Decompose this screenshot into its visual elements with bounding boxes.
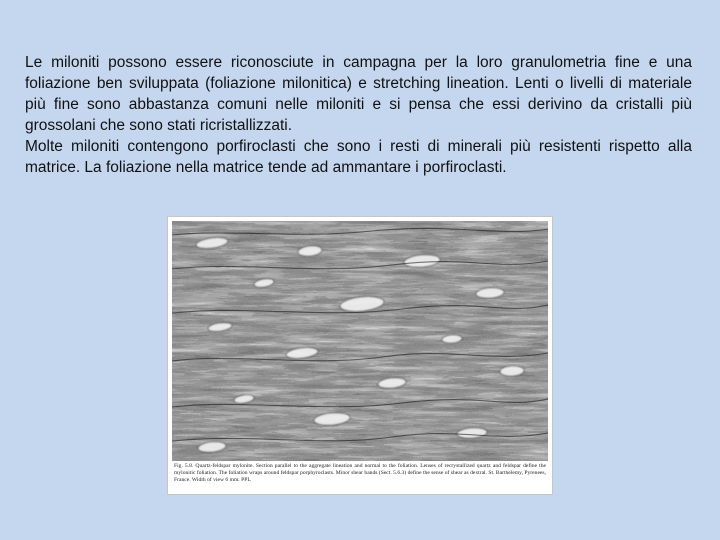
paragraph-mylonite-recognition: Le miloniti possono essere riconosciute in campagna per la loro granulometria fine e una foliazione ben sviluppata (foliazione milonitica) e stretching lineation. Lenti o livelli di materiale più fine sono abbastanza comuni nelle miloniti e si pensa che essi derivino da cristalli più grossolani che sono stati ricristallizzati. <box>25 54 692 134</box>
slide-text <box>25 52 692 178</box>
figure-caption: Fig. 5.8. Quartz-feldspar mylonite. Section parallel to the aggregate lineation and normal to the foliation. Lenses of recrystallized quartz and feldspar define the mylonitic foliation. The foliation wraps around feldspar porphyroclasts. Minor shear bands (Sect. 5.6.3) define the sense of shear as dextral. St. Barthelemy, Pyrenees, France. Width of view 6 mm. PPL <box>174 463 546 484</box>
paragraph-porphyroclasts: Molte miloniti contengono porfiroclasti che sono i resti di minerali più resistenti rispetto alla matrice. La foliazione nella matrice tende ad ammantare i porfiroclasti. <box>25 138 692 176</box>
mylonite-figure <box>167 216 553 495</box>
mylonite-thin-section-image <box>172 221 548 461</box>
